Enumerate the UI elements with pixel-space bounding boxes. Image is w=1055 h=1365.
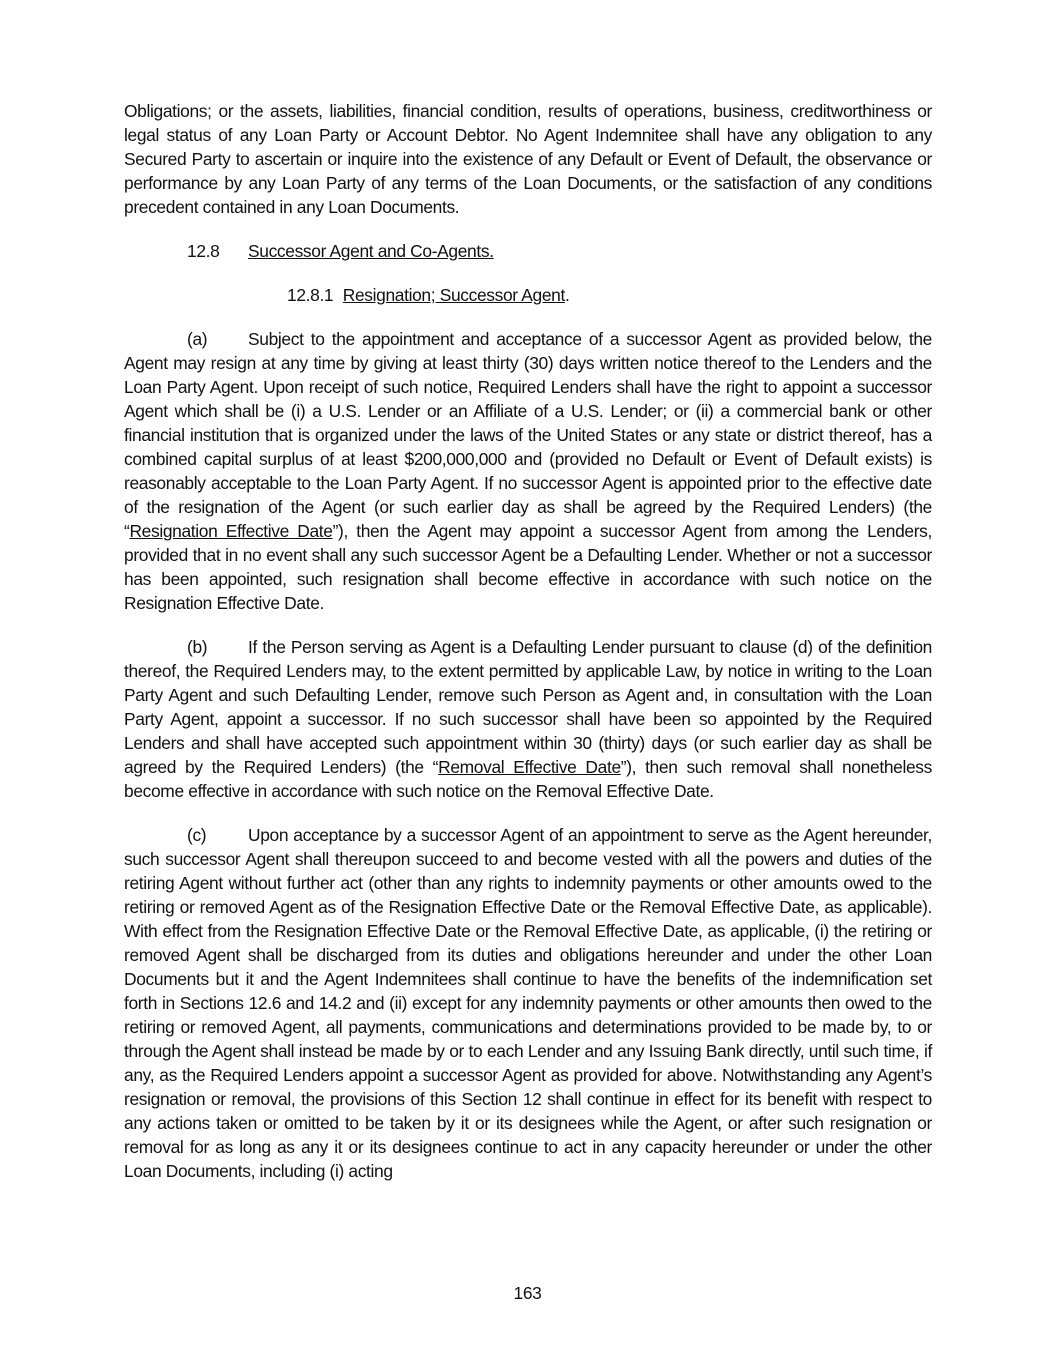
paragraph-c-text: Upon acceptance by a successor Agent of an appointment to serve as the Agent hereunder, such successor Agent shall thereupon succeed to and become vested with all the powers and duties of the retiring Agent without further act (other than any rights to indemnity payments or other amounts owed to the retiring or removed Agent as of the Resignation Effective Date or the Removal Effective Date, as applicable). With effect from the Resignation Effective Date or the Removal Effective Date, as applicable, (i) the retiring or removed Agent shall be discharged from its duties and obligations hereunder and under the other Loan Documents but it and the Agent Indemnitees shall continue to have the benefits of the indemnification set forth in Sections 12.6 and 14.2 and (ii) except for any indemnity payments or other amounts then owed to the retiring or removed Agent, all payments, communications and determinations provided to be made by, to or through the Agent shall instead be made by or to each Lender and any Issuing Bank directly, until such time, if any, as the Required Lenders appoint a successor Agent as provided for above. Notwithstanding any Agent’s resignation or removal, the provisions of this Section 12 shall continue in effect for its benefit with respect to any actions taken or omitted to be taken by it or its designees while the Agent, or after such resignation or removal for as long as any it or its designees continue to act in any capacity hereunder or under the other Loan Documents, including (i) acting (124, 825, 932, 1181)
paragraph-a-text: Subject to the appointment and acceptance of a successor Agent as provided below, the Agent may resign at any time by giving at least thirty (30) days written notice thereof to the Lenders and the Loan Party Agent. Upon receipt of such notice, Required Lenders shall have the right to appoint a successor Agent which shall be (i) a U.S. Lender or an Affiliate of a U.S. Lender; or (ii) a commercial bank or other financial institution that is organized under the laws of the United States or any state or district thereof, has a combined capital surplus of at least $200,000,000 and (provided no Default or Event of Default exists) is reasonably acceptable to the Loan Party Agent. If no successor Agent is appointed prior to the effective date of the resignation of the Agent (or such earlier day as shall be agreed by the Required Lenders) (the “ (124, 329, 932, 541)
paragraph-a-label: (a) (187, 329, 208, 349)
section-number: 12.8 (187, 241, 220, 261)
paragraph-c (124, 823, 932, 1183)
paragraph-b-text: If the Person serving as Agent is a Defaulting Lender pursuant to clause (d) of the definition thereof, the Required Lenders may, to the extent permitted by applicable Law, by notice in writing to the Loan Party Agent and such Defaulting Lender, remove such Person as Agent and, in consultation with the Loan Party Agent, appoint a successor. If no such successor shall have been so appointed by the Required Lenders and shall have accepted such appointment within 30 (thirty) days (or such earlier day as shall be agreed by the Required Lenders) (the “ (124, 637, 932, 777)
subsection-trail: . (564, 285, 570, 305)
paragraph-b-text-end: ”), then such removal shall nonetheless become effective in accordance with such notice on the Removal Effective Date. (124, 757, 932, 801)
section-title: Successor Agent and Co-Agents. (248, 241, 494, 261)
section-heading (124, 239, 932, 263)
document-page (124, 99, 932, 1183)
page-number: 163 (513, 1283, 542, 1303)
paragraph-a-text-end: ”), then the Agent may appoint a successor Agent from among the Lenders, provided that in no event shall any such successor Agent be a Defaulting Lender. Whether or not a successor has been appointed, such resignation shall become effective in accordance with such notice on the Resignation Effective Date. (124, 521, 932, 613)
paragraph-c-label: (c) (187, 825, 207, 845)
defined-term-removal-effective-date: Removal Effective Date (438, 757, 621, 777)
subsection-heading (124, 283, 932, 307)
paragraph-b (124, 635, 932, 803)
intro-paragraph: Obligations; or the assets, liabilities, financial condition, results of operations, business, creditworthiness or legal status of any Loan Party or Account Debtor. No Agent Indemnitee shall have any obligation to any Secured Party to ascertain or inquire into the existence of any Default or Event of Default, the observance or performance by any Loan Party of any terms of the Loan Documents, or the satisfaction of any conditions precedent contained in any Loan Documents. (124, 101, 932, 217)
defined-term-resignation-effective-date: Resignation Effective Date (129, 521, 333, 541)
subsection-title: Resignation; Successor Agent (342, 285, 565, 305)
subsection-number: 12.8.1 (287, 285, 334, 305)
paragraph-a (124, 327, 932, 615)
paragraph-b-label: (b) (187, 637, 208, 657)
